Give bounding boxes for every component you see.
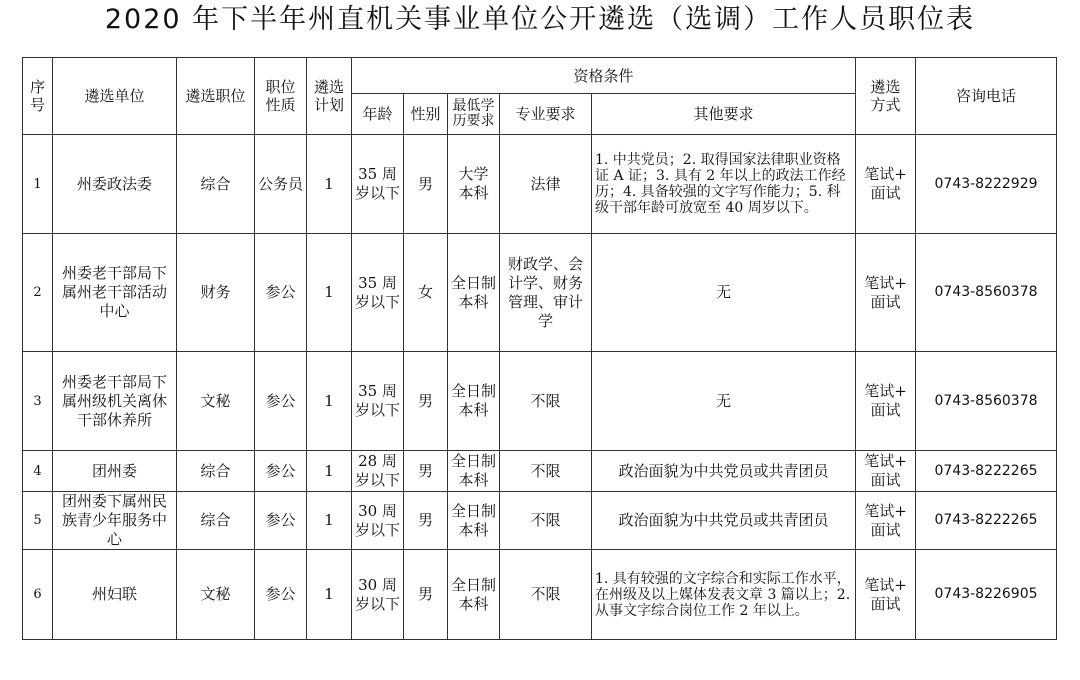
row-education: 全日制 本科 bbox=[448, 352, 500, 451]
row-plan: 1 bbox=[307, 234, 352, 352]
row-major: 不限 bbox=[500, 451, 592, 492]
row-nature: 公务员 bbox=[255, 135, 307, 234]
row-seq: 6 bbox=[23, 550, 53, 640]
row-age: 35 周 岁以下 bbox=[352, 352, 404, 451]
row-gender: 女 bbox=[404, 234, 448, 352]
row-plan: 1 bbox=[307, 492, 352, 550]
row-nature: 参公 bbox=[255, 234, 307, 352]
page-title: 2020 年下半年州直机关事业单位公开遴选（选调）工作人员职位表 bbox=[104, 4, 976, 35]
row-seq: 2 bbox=[23, 234, 53, 352]
row-position: 财务 bbox=[177, 234, 255, 352]
row-unit: 州委政法委 bbox=[53, 135, 177, 234]
row-gender: 男 bbox=[404, 451, 448, 492]
positions-table bbox=[22, 57, 1057, 640]
row-age: 28 周 岁以下 bbox=[352, 451, 404, 492]
header-position: 遴选职位 bbox=[177, 58, 255, 135]
row-education: 全日制 本科 bbox=[448, 550, 500, 640]
row-phone: 0743-8560378 bbox=[916, 352, 1057, 451]
row-position: 综合 bbox=[177, 492, 255, 550]
row-major: 财政学、会计学、财务管理、审计学 bbox=[500, 234, 592, 352]
row-other-requirements: 政治面貌为中共党员或共青团员 bbox=[592, 492, 856, 550]
row-position: 综合 bbox=[177, 451, 255, 492]
row-major: 不限 bbox=[500, 550, 592, 640]
header-phone: 咨询电话 bbox=[916, 58, 1057, 135]
row-other-requirements: 政治面貌为中共党员或共青团员 bbox=[592, 451, 856, 492]
row-major: 不限 bbox=[500, 492, 592, 550]
header-plan: 遴选 计划 bbox=[307, 58, 352, 135]
row-phone: 0743-8226905 bbox=[916, 550, 1057, 640]
header-nature: 职位 性质 bbox=[255, 58, 307, 135]
table-row bbox=[23, 451, 1057, 492]
row-seq: 3 bbox=[23, 352, 53, 451]
row-education: 全日制 本科 bbox=[448, 451, 500, 492]
header-qualifications: 资格条件 bbox=[352, 58, 856, 94]
row-position: 文秘 bbox=[177, 352, 255, 451]
row-phone: 0743-8222265 bbox=[916, 451, 1057, 492]
row-major: 法律 bbox=[500, 135, 592, 234]
header-age: 年龄 bbox=[352, 94, 404, 135]
row-unit: 团州委下属州民族青少年服务中心 bbox=[53, 492, 177, 550]
row-unit: 州委老干部局下属州级机关离休干部休养所 bbox=[53, 352, 177, 451]
header-major: 专业要求 bbox=[500, 94, 592, 135]
row-age: 35 周 岁以下 bbox=[352, 234, 404, 352]
header-seq: 序 号 bbox=[23, 58, 53, 135]
row-gender: 男 bbox=[404, 550, 448, 640]
row-method: 笔试+ 面试 bbox=[856, 352, 916, 451]
row-plan: 1 bbox=[307, 550, 352, 640]
header-education: 最低学 历要求 bbox=[448, 94, 500, 135]
row-unit: 州委老干部局下属州老干部活动中心 bbox=[53, 234, 177, 352]
row-age: 30 周 岁以下 bbox=[352, 550, 404, 640]
row-nature: 参公 bbox=[255, 492, 307, 550]
table-row bbox=[23, 492, 1057, 550]
header-gender: 性别 bbox=[404, 94, 448, 135]
row-education: 全日制 本科 bbox=[448, 492, 500, 550]
row-method: 笔试+ 面试 bbox=[856, 550, 916, 640]
row-education: 全日制 本科 bbox=[448, 234, 500, 352]
row-gender: 男 bbox=[404, 135, 448, 234]
row-other-requirements: 1. 中共党员；2. 取得国家法律职业资格证 A 证；3. 具有 2 年以上的政法工作经历；4. 具备较强的文字写作能力；5. 科级干部年龄可放宽至 40 周岁以下。 bbox=[592, 135, 856, 234]
row-major: 不限 bbox=[500, 352, 592, 451]
row-position: 综合 bbox=[177, 135, 255, 234]
row-plan: 1 bbox=[307, 352, 352, 451]
row-education: 大学 本科 bbox=[448, 135, 500, 234]
row-gender: 男 bbox=[404, 492, 448, 550]
row-seq: 4 bbox=[23, 451, 53, 492]
row-seq: 1 bbox=[23, 135, 53, 234]
row-age: 30 周 岁以下 bbox=[352, 492, 404, 550]
header-unit: 遴选单位 bbox=[53, 58, 177, 135]
row-position: 文秘 bbox=[177, 550, 255, 640]
row-phone: 0743-8222265 bbox=[916, 492, 1057, 550]
row-nature: 参公 bbox=[255, 451, 307, 492]
row-phone: 0743-8222929 bbox=[916, 135, 1057, 234]
row-unit: 州妇联 bbox=[53, 550, 177, 640]
table-row bbox=[23, 135, 1057, 234]
row-phone: 0743-8560378 bbox=[916, 234, 1057, 352]
row-other-requirements: 无 bbox=[592, 234, 856, 352]
row-age: 35 周 岁以下 bbox=[352, 135, 404, 234]
header-method: 遴选 方式 bbox=[856, 58, 916, 135]
table-row bbox=[23, 352, 1057, 451]
row-other-requirements: 无 bbox=[592, 352, 856, 451]
table-row bbox=[23, 550, 1057, 640]
row-unit: 团州委 bbox=[53, 451, 177, 492]
row-nature: 参公 bbox=[255, 550, 307, 640]
row-nature: 参公 bbox=[255, 352, 307, 451]
row-method: 笔试+ 面试 bbox=[856, 135, 916, 234]
table-row bbox=[23, 234, 1057, 352]
row-gender: 男 bbox=[404, 352, 448, 451]
row-seq: 5 bbox=[23, 492, 53, 550]
row-method: 笔试+ 面试 bbox=[856, 451, 916, 492]
row-other-requirements: 1. 具有较强的文字综合和实际工作水平，在州级及以上媒体发表文章 3 篇以上；2. 从事文字综合岗位工作 2 年以上。 bbox=[592, 550, 856, 640]
row-method: 笔试+ 面试 bbox=[856, 492, 916, 550]
row-method: 笔试+ 面试 bbox=[856, 234, 916, 352]
row-plan: 1 bbox=[307, 451, 352, 492]
row-plan: 1 bbox=[307, 135, 352, 234]
header-other: 其他要求 bbox=[592, 94, 856, 135]
